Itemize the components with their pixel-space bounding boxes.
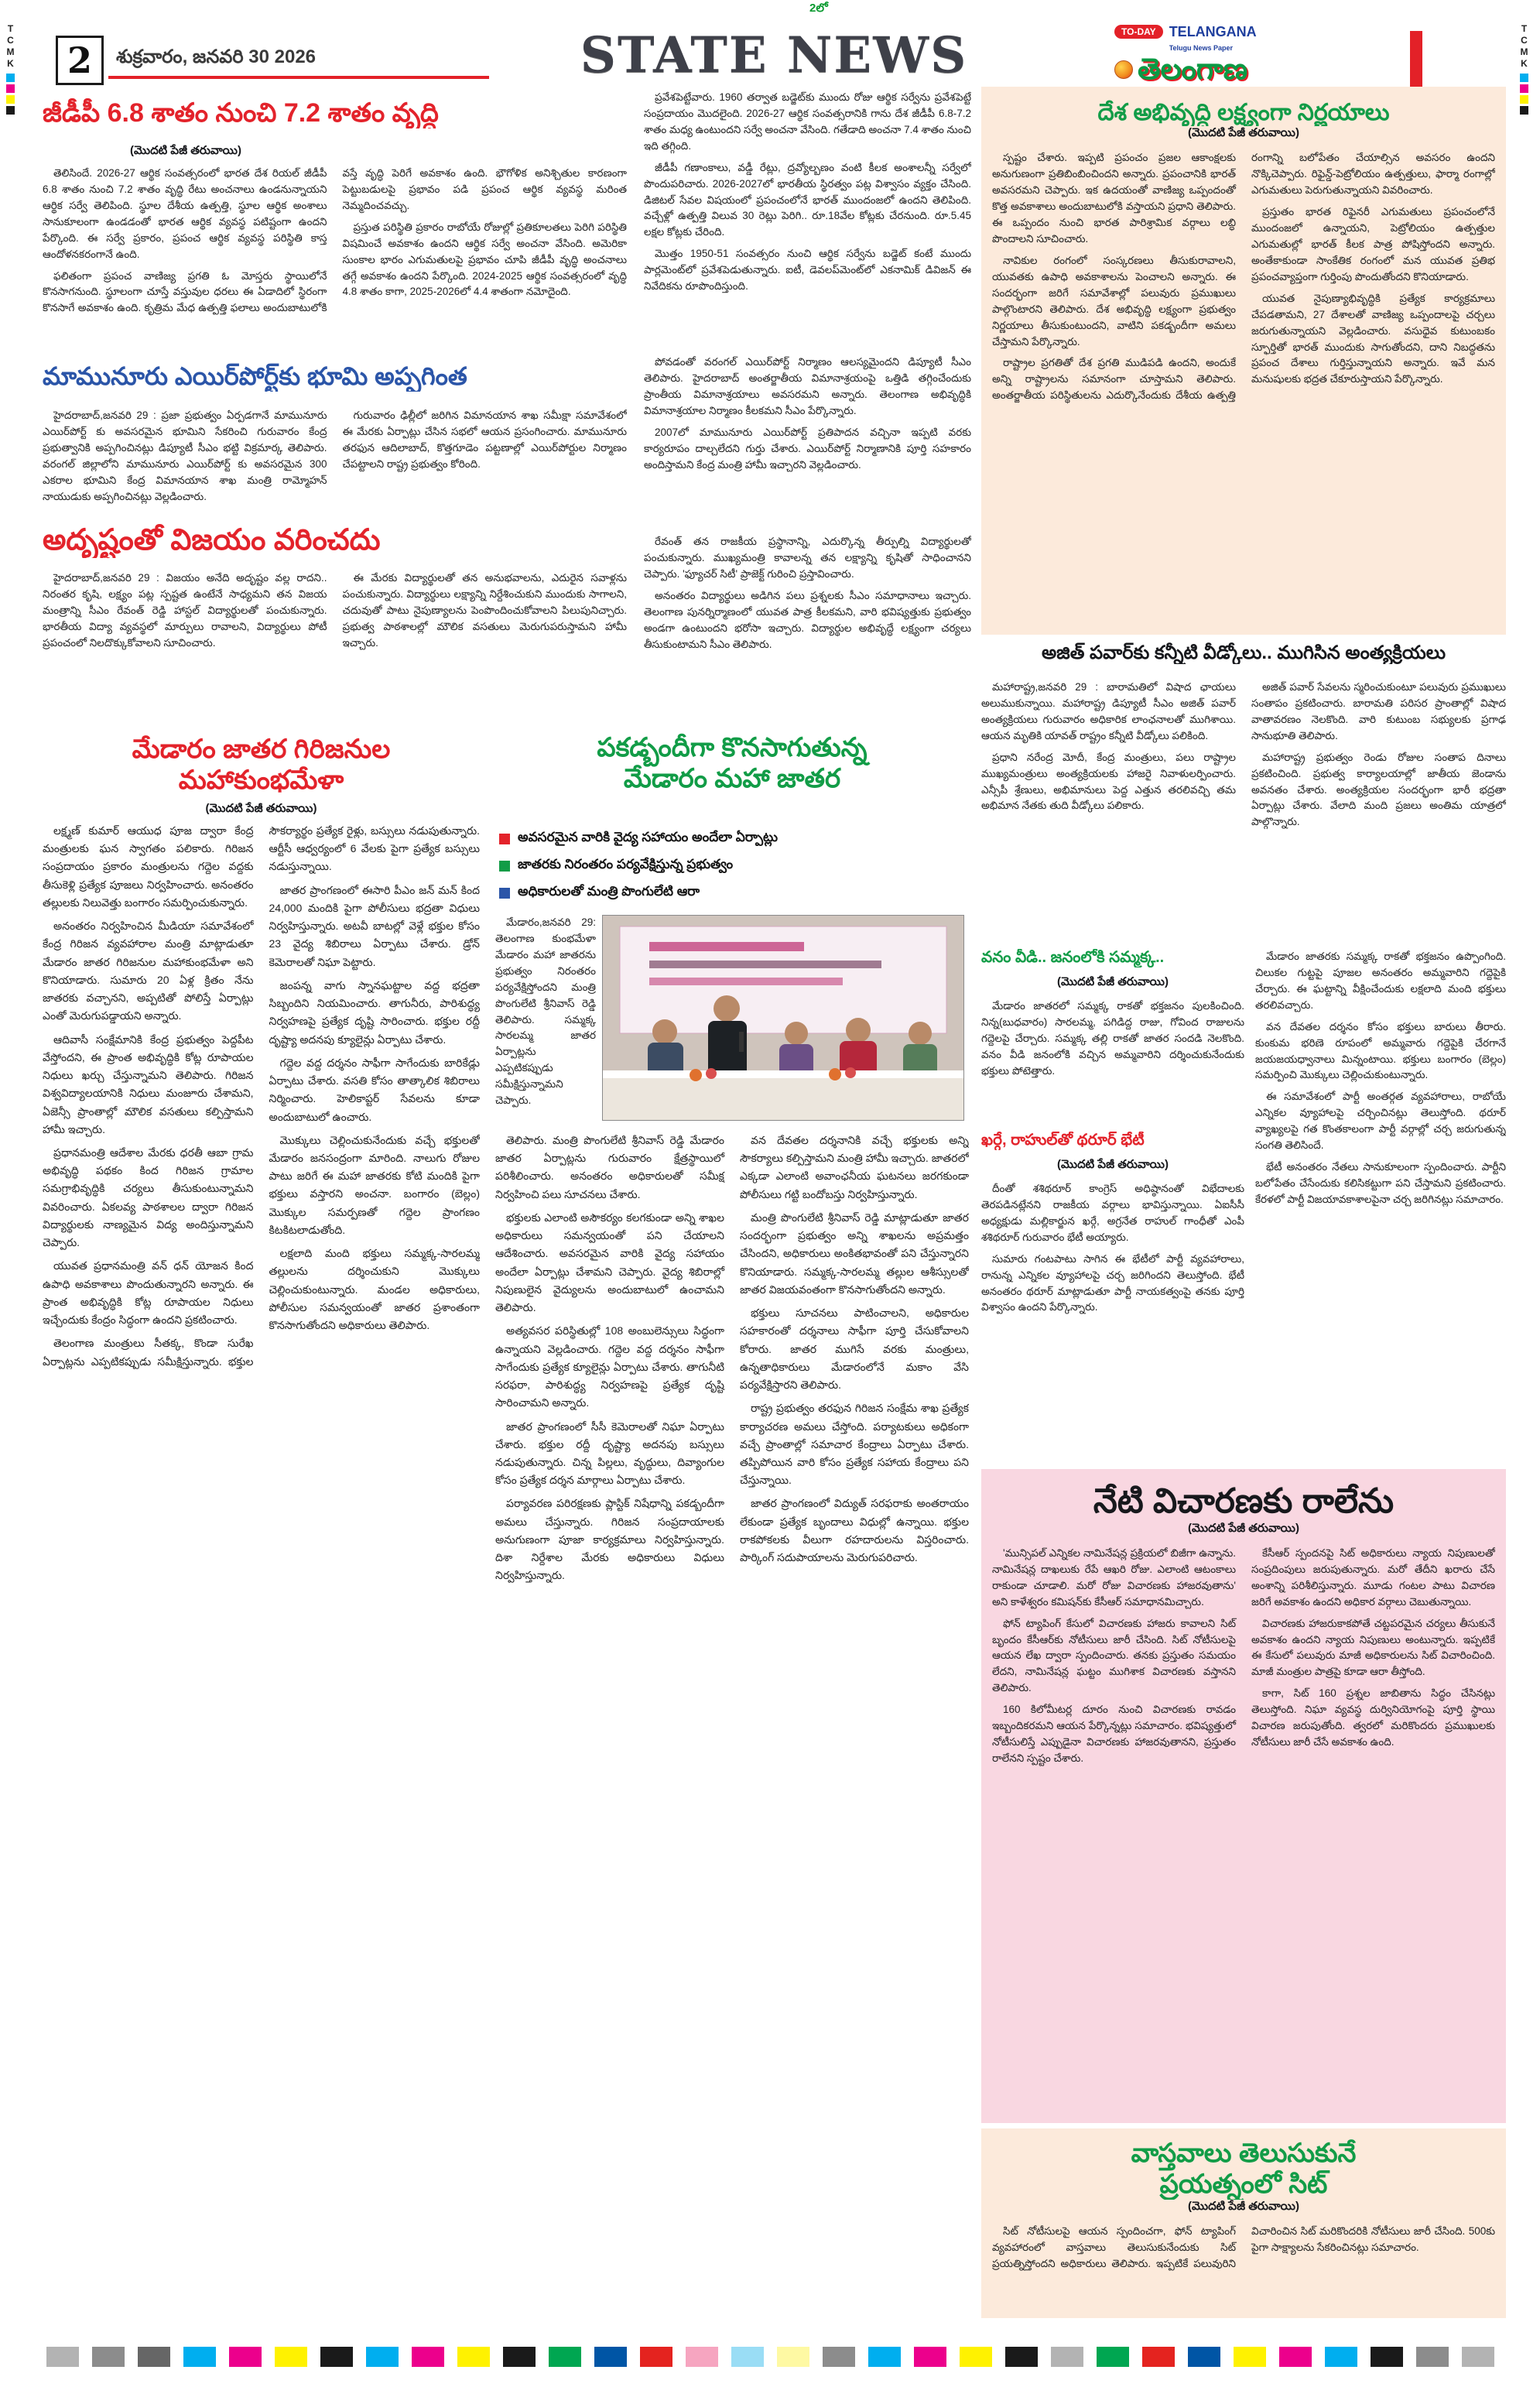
color-patch bbox=[549, 2347, 581, 2367]
color-patch bbox=[1520, 95, 1528, 104]
paragraph: ప్రధాని నరేంద్ర మోదీ, కేంద్ర మంత్రులు, పలు రాష్ట్రాల ముఖ్యమంత్రులు అంత్యక్రియలకు హాజరై నివాళులర్పించారు. ఎన్సీపీ శ్రేణులు, అభిమానులు పెద్ద ఎత్తున తరలివచ్చి తమ అభిమాన నేతకు తుది వీడ్కోలు పలికారు. bbox=[981, 751, 1236, 812]
paragraph: తెలంగాణ మంత్రులు సీతక్క, కొండా సురేఖ ఏర్పాట్లను ఎప్పటికప్పుడు సమీక్షిస్తున్నారు. భక్తుల సౌకర్యార్థం ప్రత్యేక రైళ్లు, బస్సులు నడుపుతున్నారు. ఆర్టీసీ ఆధ్వర్యంలో 6 వేలకు పైగా ప్రత్యేక బస్సులు నడుస్తున్నాయి. bbox=[43, 824, 480, 1368]
edge-letter: M bbox=[1520, 46, 1528, 57]
color-patch bbox=[1520, 84, 1528, 93]
color-patch bbox=[823, 2347, 855, 2367]
paragraph: గురువారం ఢిల్లీలో జరిగిన విమానయాన శాఖ సమీక్షా సమావేశంలో ఈ మేరకు ఏర్పాట్లు చేసిన సభలో ఆయన ప్రసంగించారు. మామునూరు తరఫున ఆదిలాబాద్, కొత్తగూడెం పట్టణాల్లో ఎయిర్‌పోర్టుల నిర్మాణం చేపట్టాలని రాష్ట్ర ప్రభుత్వం కోరింది. bbox=[342, 409, 627, 470]
vasthavalu-body bbox=[992, 2224, 1495, 2309]
paragraph: లక్ష్మణ్ కుమార్ ఆయుధ పూజ ద్వారా కేంద్ర మంత్రులకు ఘన స్వాగతం పలికారు. గిరిజన సంప్రదాయం ప్రకారం మంత్రులను గద్దెల వద్దకు తీసుకెళ్లి ప్రత్యేక పూజలు నిర్వహించారు. అనంతరం తల్లులకు నిలువెత్తు బంగారం సమర్పించుకున్నారు. bbox=[43, 824, 254, 909]
paragraph: జాతర ప్రాంగణంలో ఈసారి పీఎం జన్ మన్ కింద 24,000 మందికి పైగా పోలీసులు భద్రతా విధులు నిర్వహిస్తున్నారు. అటవీ బాటల్లో వెళ్లే భక్తుల కోసం 23 వైద్య శిబిరాలు ఏర్పాటు చేశారు. డ్రోన్ కెమెరాలతో నిఘా పెట్టారు. bbox=[269, 883, 480, 968]
pakadbandi-headline bbox=[495, 732, 969, 794]
medaram-headline-line2: మహాకుంభమేళా bbox=[178, 765, 344, 796]
adrushtam-body bbox=[43, 570, 627, 724]
neti-body bbox=[992, 1546, 1495, 2111]
pakadbandi-bullets bbox=[499, 830, 967, 911]
color-patch bbox=[412, 2347, 444, 2367]
paragraph: భక్తులకు ఎలాంటి అసౌకర్యం కలగకుండా అన్ని శాఖల అధికారులు సమన్వయంతో పని చేయాలని ఆదేశించారు. అవసరమైన వారికి వైద్య సహాయం అందేలా ఏర్పాట్లు చేశామని చెప్పారు. వైద్య శిబిరాల్లో నిపుణులైన వైద్యులను అందుబాటులో ఉంచామని తెలిపారు. bbox=[495, 1211, 724, 1314]
color-patch bbox=[6, 95, 15, 104]
adrushtam-body-column3 bbox=[644, 534, 971, 725]
color-patch bbox=[594, 2347, 627, 2367]
desha-headline: దేశ అభివృద్ధి లక్ష్యంగా నిర్ణయాలు bbox=[1097, 100, 1390, 125]
paragraph: మేడారం జాతరలో సమ్మక్క రాకతో భక్తజనం పులకించింది. నిన్న(బుధవారం) సారలమ్మ, పగిడిద్ద రాజు, గోవింద రాజులను గద్దెలపై చేర్చారు. సమ్మక్క తల్లి రాకతో జాతర సందడి నెలకొంది. వనం వీడి జనంలోకి వచ్చిన అమ్మవారిని దర్శించుకునేందుకు భక్తులు పోటెత్తారు. bbox=[981, 1000, 1244, 1077]
top-print-mark: 2లో bbox=[809, 2, 828, 15]
paragraph: మహారాష్ట్ర,జనవరి 29 : బారామతిలో విషాద ఛాయలు అలుముకున్నాయి. మహారాష్ట్ర డిప్యూటీ సీఎం అజిత్ పవార్ అంత్యక్రియలు గురువారం అధికారిక లాంఛనాలతో ముగిశాయి. ఆయన మృతికి యావత్ రాష్ట్రం కన్నీటి వీడ్కోలు పలికింది. bbox=[981, 681, 1236, 741]
color-patch bbox=[503, 2347, 536, 2367]
article-desha-box bbox=[981, 87, 1506, 635]
color-patch bbox=[777, 2347, 809, 2367]
section-title: STATE NEWS bbox=[580, 26, 968, 84]
desha-byline: (మొదటి పేజీ తరువాయి) bbox=[1188, 126, 1299, 140]
color-patch bbox=[686, 2347, 718, 2367]
brand-name: తెలంగాణ bbox=[1138, 53, 1248, 86]
bottom-color-bar bbox=[46, 2347, 1498, 2367]
masthead-logo bbox=[1114, 25, 1405, 93]
edge-letter: M bbox=[6, 46, 15, 57]
paragraph: ప్రధానమంత్రి ఆదేశాల మేరకు ధరతీ ఆబా గ్రామ అభివృద్ధి పథకం కింద గిరిజన గ్రామాల సమగ్రాభివృద్ధికి చర్యలు తీసుకుంటున్నామని వివరించారు. ఏకలవ్య పాఠశాలల ద్వారా గిరిజన విద్యార్థులకు నాణ్యమైన విద్య అందిస్తున్నామని చెప్పారు. bbox=[43, 1146, 254, 1249]
bullet-label: జాతరకు నిరంతరం పర్యవేక్షిస్తున్న ప్రభుత్వం bbox=[518, 857, 734, 872]
paragraph: స్పష్టం చేశారు. ఇప్పటి ప్రపంచం ప్రజల ఆకాంక్షలకు అనుగుణంగా ప్రతిబింబించిందని అన్నారు. ప్రపంచానికి భారత్ అవసరమని చెప్పారు. ఇక ఉదయంతో వాణిజ్య ఒప్పందంతో కొత్త అవకాశాలు అందుబాటులోకి వస్తాయని ప్రధాని తెలిపారు. ఈ ఒప్పందం నుంచి భారత పారిశ్రామిక వర్గాలు లబ్ధి పొందాలని సూచించారు. bbox=[992, 152, 1236, 245]
color-patch bbox=[1520, 106, 1528, 115]
vasthavalu-byline: (మొదటి పేజీ తరువాయి) bbox=[1188, 2200, 1299, 2214]
logo-brand-row bbox=[1114, 55, 1405, 84]
color-patch bbox=[1416, 2347, 1449, 2367]
paragraph: జాతర ప్రాంగణంలో విద్యుత్ సరఫరాకు అంతరాయం లేకుండా ప్రత్యేక బృందాలు విధుల్లో ఉన్నాయి. భక్తుల రాకపోకలకు వీలుగా రహదారులను విస్తరించారు. పార్కింగ్ సదుపాయాలను మెరుగుపరిచారు. bbox=[740, 1497, 969, 1564]
paragraph: భక్తులు సూచనలు పాటించాలని, అధికారుల సహకారంతో దర్శనాలు సాఫీగా పూర్తి చేసుకోవాలని కోరారు. జాతర ముగిసే వరకు మంత్రులు, ఉన్నతాధికారులు మేడారంలోనే మకాం వేసి పర్యవేక్షిస్తారని తెలిపారు. bbox=[740, 1307, 969, 1392]
paragraph: గద్దెల వద్ద దర్శనం సాఫీగా సాగేందుకు బారికేడ్లు ఏర్పాటు చేశారు. వసతి కోసం తాత్కాలిక శిబిరాలు నిర్మించారు. హెలికాప్టర్ సేవలను కూడా అందుబాటులో ఉంచారు. bbox=[269, 1056, 480, 1123]
logo-red-bar bbox=[1410, 31, 1422, 90]
color-patch bbox=[960, 2347, 992, 2367]
medaram-headline-line1: మేడారం జాతర గిరిజనుల bbox=[132, 735, 391, 764]
bullet-item bbox=[499, 857, 967, 875]
paragraph: రాష్ట్రాల ప్రగతితో దేశ ప్రగతి ముడిపడి ఉందని, అందుకే అన్ని రాష్ట్రాలను సమానంగా చూస్తామని తెలిపారు. అంతర్జాతీయ పరిస్థితులను ఎదుర్కొనేందుకు దేశీయ ఉత్పత్తి రంగాన్ని బలోపేతం చేయాల్సిన అవసరం ఉందని నొక్కిచెప్పారు. రిఫైన్డ్-పెట్రోలియం ఉత్పత్తులు, ఫార్మా రంగాల్లో ఎగుమతులు పెరుగుతున్నాయని వివరించారు. bbox=[992, 152, 1495, 402]
bullet-label: అవసరమైన వారికి వైద్య సహాయం అందేలా ఏర్పాట్లు bbox=[518, 830, 779, 844]
bullet-square-icon bbox=[499, 888, 510, 899]
paragraph: ఈ సమావేశంలో పార్టీ అంతర్గత వ్యవహారాలు, రాబోయే ఎన్నికల వ్యూహాలపై చర్చించినట్లు తెలుస్తోంది. థరూర్ వ్యాఖ్యలపై గత కొంతకాలంగా పార్టీ వర్గాల్లో చర్చ జరుగుతున్న సంగతి తెలిసిందే. bbox=[1255, 1091, 1506, 1152]
date-underline bbox=[108, 76, 489, 79]
color-patch bbox=[1520, 74, 1528, 82]
color-patch bbox=[1325, 2347, 1357, 2367]
color-patch bbox=[6, 84, 15, 93]
right-continuation-column bbox=[1255, 949, 1506, 1463]
mamunuru-body-column3 bbox=[644, 354, 971, 519]
pakadbandi-lead bbox=[495, 915, 596, 1121]
mamunuru-headline: మామునూరు ఎయిర్‌పోర్ట్‌కు భూమి అప్పగింత bbox=[43, 362, 467, 390]
color-patch bbox=[46, 2347, 79, 2367]
color-patch bbox=[6, 106, 15, 115]
color-patch bbox=[275, 2347, 307, 2367]
paragraph: జీడీపీ గణాంకాలు, వడ్డీ రేట్లు, ద్రవ్యోల్బణం వంటి కీలక అంశాలన్నీ సర్వేలో పొందుపరిచారు. 2026-2027లో భారతీయ స్థిరత్వం పట్ల విశ్వాసం వ్యక్తం చేసింది. డిజిటల్ సేవల విషయంలో ప్రపంచంలోనే భారత్ ముందంజలో ఉందని తెలిపింది. వచ్చేళ్లో ఉత్పత్తి విలువ 30 రెట్లు పెరిగి.. రూ.18వేల కోట్లకు చేరనుంది. రూ.5.45 లక్షల కోట్లకు చేరింది. bbox=[644, 161, 971, 238]
color-patch bbox=[1142, 2347, 1175, 2367]
kharge-headline: ఖర్గే, రాహుల్‌తో థరూర్ భేటీ bbox=[981, 1132, 1145, 1149]
vanam-headline: వనం వీడి.. జనంలోకి సమ్మక్క.. bbox=[981, 949, 1165, 966]
edge-color-swatches bbox=[1520, 74, 1528, 115]
paragraph: హైదరాబాద్,జనవరి 29 : విజయం అనేది అదృష్టం వల్ల రాదని.. నిరంతర కృషి, లక్ష్యం పట్ల స్పష్టత ఉంటేనే సాధ్యమని తన విజయ మంత్రాన్ని సీఎం రేవంత్ రెడ్డి హాస్టల్ విద్యార్థులతో పంచుకున్నారు. భారతీయ విద్యా వ్యవస్థలో మార్పులు రావాలని, విద్యార్థులు పోటీ ప్రపంచంలో నిలదొక్కుకోవాలని సూచించారు. bbox=[43, 572, 327, 649]
color-patch bbox=[914, 2347, 946, 2367]
edge-letter: C bbox=[7, 35, 14, 46]
edge-color-swatches bbox=[6, 74, 15, 115]
paragraph: ప్రస్తుతం భారత రిఫైనరీ ఎగుమతులు ప్రపంచంలోనే ముందంజలో ఉన్నాయని, పెట్రోలియం ఉత్పత్తుల ఎగుమతుల్లో భారత్ కీలక పాత్ర పోషిస్తోందని అన్నారు. అంతేకాకుండా సాంకేతిక రంగంలో మన యువత ప్రతిభ ప్రపంచవ్యాప్తంగా గుర్తింపు పొందుతోందని కొనియాడారు. bbox=[1251, 206, 1495, 283]
logo-state-text: TELANGANA bbox=[1169, 24, 1257, 39]
paragraph: జంపన్న వాగు స్నానఘట్టాల వద్ద భద్రతా సిబ్బందిని నియమించారు. తాగునీరు, పారిశుద్ధ్య నిర్వహణపై ప్రత్యేక దృష్టి సారించారు. భక్తుల రద్దీ దృష్ట్యా అదనపు క్యూలైన్లు ఏర్పాటు చేశారు. bbox=[269, 978, 480, 1046]
edge-letter: K bbox=[7, 58, 14, 69]
paragraph: అజిత్ పవార్ సేవలను స్మరించుకుంటూ పలువురు ప్రముఖులు సంతాపం ప్రకటించారు. బారామతి పరిసర ప్రాంతాల్లో విషాద వాతావరణం నెలకొంది. వారి కుటుంబ సభ్యులకు ప్రగాఢ సానుభూతి తెలిపారు. bbox=[1251, 681, 1506, 741]
page-number: 2 bbox=[56, 36, 104, 85]
pakadbandi-headline-line1: పకడ్బందీగా కొనసాగుతున్న bbox=[597, 733, 868, 762]
paragraph: మహారాష్ట్ర ప్రభుత్వం రెండు రోజుల సంతాప దినాలు ప్రకటించింది. ప్రభుత్వ కార్యాలయాల్లో జాతీయ జెండాను అవనతం చేశారు. అంత్యక్రియల సందర్భంగా భారీ భద్రతా ఏర్పాట్లు చేశారు. వేలాది మంది ప్రజలు అంతిమ యాత్రలో పాల్గొన్నారు. bbox=[1251, 751, 1506, 828]
paragraph: ఫలితంగా ప్రపంచ వాణిజ్య ప్రగతి ఓ మోస్తరు స్థాయిలోనే కొనసాగనుంది. స్థూలంగా చూస్తే వస్తువుల ధరలు ఈ ఏడాదిలో స్థిరంగా కొనసాగే అవకాశం ఉంది. కృత్రిమ మేధ ఉత్పత్తి ఫలాలు అందుబాటులోకి వస్తే వృద్ధి పెరిగే అవకాశం ఉంది. భౌగోళిక అనిశ్చితుల కారణంగా పెట్టుబడులపై ప్రభావం పడి ప్రపంచ ఆర్థిక వ్యవస్థ మరింత నెమ్మదించవచ్చు. bbox=[43, 167, 627, 314]
medaram-headline bbox=[43, 734, 480, 796]
kharge-body bbox=[981, 1181, 1244, 1461]
paragraph: ఆదివాసీ సంక్షేమానికి కేంద్ర ప్రభుత్వం పెద్దపీట వేస్తోందని, ఈ ప్రాంత అభివృద్ధికి కోట్ల రూపాయల నిధులు ఖర్చు చేస్తున్నామని తెలిపారు. గిరిజన విశ్వవిద్యాలయానికి నిధులు మంజూరు చేశామని, ఏజెన్సీ ప్రాంతాల్లో మౌలిక వసతులు కల్పిస్తామని హామీ ఇచ్చారు. bbox=[43, 1033, 254, 1135]
print-edge-marks-right bbox=[1520, 23, 1528, 115]
logo-subtitle: Telugu News Paper bbox=[1169, 44, 1234, 52]
color-patch bbox=[731, 2347, 764, 2367]
mamunuru-body bbox=[43, 408, 627, 519]
vanam-byline: (మొదటి పేజీ తరువాయి) bbox=[1057, 975, 1169, 988]
color-patch bbox=[868, 2347, 901, 2367]
paragraph: రేవంత్ తన రాజకీయ ప్రస్థానాన్ని, ఎదుర్కొన్న తీర్పుల్ని విద్యార్థులతో పంచుకున్నారు. ముఖ్యమంత్రి కావాలన్న తన లక్ష్యాన్ని కృషితో సాధించానని చెప్పారు. 'ఫ్యూచర్ సిటీ' ప్రాజెక్ట్ గురించి ప్రస్తావించారు. bbox=[644, 536, 971, 580]
paragraph: తెలిపారు. మంత్రి పొంగులేటి శ్రీనివాస్ రెడ్డి మేడారం జాతర ఏర్పాట్లను గురువారం క్షేత్రస్థాయిలో పరిశీలించారు. అనంతరం అధికారులతో సమీక్ష నిర్వహించి పలు సూచనలు చేశారు. bbox=[495, 1134, 724, 1200]
color-patch bbox=[1462, 2347, 1494, 2367]
color-patch bbox=[1005, 2347, 1038, 2367]
paragraph: తెలిసిందే. 2026-27 ఆర్థిక సంవత్సరంలో భారత దేశ రియల్ జీడీపీ 6.8 శాతం నుంచి 7.2 శాతం వృద్ధి రేటు అంచనాలు ఉండనున్నాయని ఆర్థిక సర్వే తెలిపింది. స్థూల దేశీయ ఉత్పత్తి, స్థూల ఆర్థిక అంశాలు సానుకూలంగా ఉండడంతో భారత ఆర్థిక వ్యవస్థ పటిష్టంగా ఉందని పేర్కొంది. ఈ సర్వే ప్రకారం, ప్రపంచ ఆర్థిక వ్యవస్థ పరిస్థితి కాస్త ఆందోళనకరంగానే ఉంది. bbox=[43, 167, 327, 260]
paragraph: హైదరాబాద్,జనవరి 29 : ప్రజా ప్రభుత్వం ఏర్పడగానే మామునూరు ఎయిర్‌పోర్ట్ కు అవసరమైన భూమిని సేకరించి గురువారం కేంద్ర ప్రభుత్వానికి అప్పగించినట్లు డిప్యూటీ సీఎం భట్టి విక్రమార్క తెలిపారు. వరంగల్ జిల్లాలోని మామునూరు ఎయిర్‌పోర్ట్ కు అవసరమైన 300 ఎకరాల భూమిని కేంద్ర విమానయాన శాఖ మంత్రి రామ్మోహన్ నాయుడుకు అప్పగించినట్లు వెల్లడించారు. bbox=[43, 409, 327, 502]
edge-letter: T bbox=[1521, 23, 1528, 34]
paragraph: యువత ప్రధానమంత్రి వన్ ధన్ యోజన కింద ఉపాధి అవకాశాలు పొందుతున్నారని అన్నారు. ఈ ప్రాంత అభివృద్ధికి కోట్ల రూపాయల నిధులు ఇచ్చేందుకు కేంద్రం సిద్ధంగా ఉందని ప్రకటించారు. bbox=[43, 1259, 254, 1327]
paragraph: 160 కిలోమీటర్ల దూరం నుంచి విచారణకు రావడం ఇబ్బందికరమని ఆయన పేర్కొన్నట్లు సమాచారం. భవిష్యత్తులో నోటీసులిస్తే ఎప్పుడైనా విచారణకు హాజరవుతానని, ప్రస్తుతం రాలేనని స్పష్టం చేశారు. bbox=[992, 1704, 1236, 1764]
vasthavalu-headline-line1: వాస్తవాలు తెలుసుకునే bbox=[1131, 2139, 1357, 2168]
edge-letter: T bbox=[7, 23, 14, 34]
bullet-square-icon bbox=[499, 834, 510, 844]
pakadbandi-headline-line2: మేడారం మహా జాతర bbox=[623, 764, 841, 794]
paragraph: సిట్ నోటీసులపై ఆయన స్పందించగా, ఫోన్ ట్యాపింగ్ వ్యవహారంలో వాస్తవాలు తెలుసుకునేందుకు సిట్ ప్రయత్నిస్తోందని అధికారులు తెలిపారు. ఇప్పటికే పలువురిని విచారించిన సిట్ మరికొందరికి నోటీసులు జారీ చేసింది. 500కు పైగా సాక్ష్యాలను సేకరించినట్లు సమాచారం. bbox=[992, 2225, 1495, 2270]
gdp-body bbox=[43, 166, 627, 350]
color-patch bbox=[1279, 2347, 1312, 2367]
medaram-byline: (మొదటి పేజీ తరువాయి) bbox=[205, 802, 317, 815]
desha-body bbox=[992, 150, 1495, 622]
color-patch bbox=[92, 2347, 125, 2367]
bullet-label: అధికారులతో మంత్రి పొంగులేటి ఆరా bbox=[518, 884, 700, 899]
today-chip: TO-DAY bbox=[1114, 25, 1163, 39]
paragraph: 2007లో మామునూరు ఎయిర్‌పోర్ట్ ప్రతిపాదన వచ్చినా ఇప్పటి వరకు కార్యరూపం దాల్చలేదని గుర్తు చేశారు. ఎయిర్‌పోర్ట్ నిర్మాణానికి పూర్తి సహకారం అందిస్తామని కేంద్ర మంత్రి హామీ ఇచ్చారని వెల్లడించారు. bbox=[644, 426, 971, 471]
paragraph: యువత నైపుణ్యాభివృద్ధికి ప్రత్యేక కార్యక్రమాలు చేపడతామని, 27 దేశాలతో వాణిజ్య ఒప్పందాలపై చర్చలు జరుగుతున్నాయని వెల్లడించారు. వసుధైవ కుటుంబకం స్ఫూర్తితో భారత్ ముందుకు సాగుతోందని, దాని నిబద్ధతను ప్రపంచ దేశాలు గుర్తిస్తున్నాయని అన్నారు. ఇవే మన మనుషులకు భద్రత చేకూరుస్తాయని పేర్కొన్నారు. bbox=[1251, 292, 1495, 385]
paragraph: నావికుల రంగంలో సంస్కరణలు తీసుకురావాలని, యువతకు ఉపాధి అవకాశాలను పెంచాలని అన్నారు. ఈ సందర్భంగా జరిగే సమావేశాల్లో పలువురు ప్రముఖులు పాల్గొంటారని తెలిపారు. దేశ అభివృద్ధి లక్ష్యంగా ప్రభుత్వం నిర్ణయాలు తీసుకుంటుందని, వాటిని పకడ్బందీగా అమలు చేస్తామని పేర్కొన్నారు. bbox=[992, 254, 1236, 348]
color-patch bbox=[1097, 2347, 1129, 2367]
paragraph: దీంతో శశిథరూర్ కాంగ్రెస్ అధిష్ఠానంతో విభేదాలకు తెరపడినట్లేనని రాజకీయ వర్గాలు భావిస్తున్నాయి. ఏఐసీసీ అధ్యక్షుడు మల్లికార్జున ఖర్గే, అగ్రనేత రాహుల్ గాంధీతో ఎంపీ శశిథరూర్ గురువారం భేటీ అయ్యారు. bbox=[981, 1183, 1244, 1243]
ajit-headline: అజిత్ పవార్‌కు కన్నీటి వీడ్కోలు.. ముగిసిన అంత్యక్రియలు bbox=[1041, 642, 1446, 663]
paragraph: పర్యావరణ పరిరక్షణకు ప్లాస్టిక్ నిషేధాన్ని పకడ్బందీగా అమలు చేస్తున్నారు. గిరిజన సంప్రదాయాలకు అనుగుణంగా పూజా కార్యక్రమాలు నిర్వహిస్తున్నారు. దిశా నిర్దేశాల మేరకు అధికారులు విధులు నిర్వహిస్తున్నారు. bbox=[495, 1497, 724, 1582]
color-patch bbox=[138, 2347, 170, 2367]
paragraph: కేసీఆర్ స్పందనపై సిట్ అధికారులు న్యాయ నిపుణులతో సంప్రదింపులు జరుపుతున్నారు. మరో తేదీని ఖరారు చేసే అంశాన్ని పరిశీలిస్తున్నారు. మూడు గంటల పాటు విచారణ జరిగే అవకాశం ఉందని అధికార వర్గాలు చెబుతున్నాయి. bbox=[1251, 1546, 1495, 1608]
paragraph: రాష్ట్ర ప్రభుత్వం తరఫున గిరిజన సంక్షేమ శాఖ ప్రత్యేక కార్యాచరణ అమలు చేస్తోంది. పర్యాటకులు అధికంగా వచ్చే ప్రాంతాల్లో సమాచార కేంద్రాలు ఏర్పాటు చేశారు. తప్పిపోయిన వారి కోసం ప్రత్యేక సహాయ కేంద్రాలు పని చేస్తున్నాయి. bbox=[740, 1402, 969, 1487]
paragraph: మొక్కులు చెల్లించుకునేందుకు వచ్చే భక్తులతో మేడారం జనసంద్రంగా మారింది. నాలుగు రోజుల పాటు జరిగే ఈ మహా జాతరకు కోటి మందికి పైగా భక్తులు వస్తారని అంచనా. బంగారం (బెల్లం) మొక్కుల సమర్పణతో గద్దెల ప్రాంగణం కిటకిటలాడుతోంది. bbox=[269, 1133, 480, 1236]
paragraph: మంత్రి పొంగులేటి శ్రీనివాస్ రెడ్డి మాట్లాడుతూ జాతర సందర్భంగా ప్రభుత్వం అన్ని శాఖలను అప్రమత్తం చేసిందని, అధికారులు అంకితభావంతో పని చేస్తున్నారని కొనియాడారు. సమ్మక్క-సారలమ్మ తల్లుల ఆశీస్సులతో జాతర విజయవంతంగా కొనసాగుతోందని అన్నారు. bbox=[740, 1211, 969, 1296]
paragraph: ఈ మేరకు విద్యార్థులతో తన అనుభవాలను, ఎదురైన సవాళ్లను పంచుకున్నారు. విద్యార్థులు లక్ష్యాన్ని నిర్దేశించుకుని ముందుకు సాగాలని, చదువుతో పాటు నైపుణ్యాలను పెంపొందించుకోవాలని పిలుపునిచ్చారు. ప్రభుత్వ పాఠశాలల్లో మౌలిక వసతులు మెరుగుపరుస్తామని హామీ ఇచ్చారు. bbox=[342, 572, 627, 649]
neti-byline: (మొదటి పేజీ తరువాయి) bbox=[1188, 1521, 1299, 1535]
neti-headline: నేటి విచారణకు రాలేను bbox=[1093, 1482, 1395, 1520]
paragraph: 'మున్సిపల్ ఎన్నికల నామినేషన్ల ప్రక్రియలో బిజీగా ఉన్నాను. నామినేషన్ల దాఖలుకు రేపే ఆఖరి రోజు. ఎలాంటి ఆటంకాలు రాకుండా చూడాలి. మరో రోజు విచారణకు హాజరవుతాను' అని కాళేశ్వరం కమిషన్‌కు కేసీఆర్ సమాధానమిచ్చారు. bbox=[992, 1546, 1236, 1608]
article-vasthavalu-box bbox=[981, 2128, 1506, 2318]
color-patch bbox=[1371, 2347, 1403, 2367]
adrushtam-headline: అదృష్టంతో విజయం వరించదు bbox=[43, 524, 381, 557]
vanam-body bbox=[981, 998, 1244, 1116]
color-patch bbox=[640, 2347, 672, 2367]
edge-letter: C bbox=[1521, 35, 1528, 46]
paragraph: వన దేవతల దర్శనం కోసం భక్తులు బారులు తీరారు. కుంకుమ భరిణె రూపంలో అమ్మవారు గద్దెపైకి చేరగానే జయజయధ్వానాలు మిన్నంటాయి. భక్తులు బంగారం (బెల్లం) సమర్పించి మొక్కులు చెల్లించుకుంటున్నారు. bbox=[1255, 1020, 1506, 1081]
logo-top-row bbox=[1114, 25, 1405, 54]
photo-illustration bbox=[603, 916, 963, 1120]
medaram-body bbox=[43, 822, 480, 2308]
vasthavalu-headline-line2: ప్రయత్నంలో సిట్ bbox=[1159, 2170, 1328, 2200]
paragraph: జాతర ప్రాంగణంలో సీసీ కెమెరాలతో నిఘా ఏర్పాటు చేశారు. భక్తుల రద్దీ దృష్ట్యా అదనపు బస్సులు నడుపుతున్నారు. చిన్న పిల్లలు, వృద్ధులు, దివ్యాంగుల కోసం ప్రత్యేక దర్శన మార్గాలు ఏర్పాటు చేశారు. bbox=[495, 1420, 724, 1487]
paragraph: అనంతరం నిర్వహించిన మీడియా సమావేశంలో కేంద్ర గిరిజన వ్యవహారాల మంత్రి మాట్లాడుతూ మేడారం జాతర గిరిజనుల మహాకుంభమేళా అని కొనియాడారు. సుమారు 20 ఏళ్ల క్రితం నేను జాతరకు వచ్చానని, అప్పటితో పోలిస్తే ఏర్పాట్లు ఎంతో మెరుగుపడ్డాయని అన్నారు. bbox=[43, 920, 254, 1022]
bullet-item bbox=[499, 884, 967, 902]
color-patch bbox=[320, 2347, 353, 2367]
color-patch bbox=[366, 2347, 399, 2367]
gdp-byline: (మొదటి పేజీ తరువాయి) bbox=[130, 144, 241, 157]
color-patch bbox=[229, 2347, 262, 2367]
edge-letter: K bbox=[1521, 58, 1528, 69]
paragraph: భేటీ అనంతరం నేతలు సానుకూలంగా స్పందించారు. పార్టీని బలోపేతం చేసేందుకు కలిసికట్టుగా పని చేస్తామని ప్రకటించారు. కేరళలో పార్టీ విజయావకాశాలపైనా చర్చ జరిగినట్లు సమాచారం. bbox=[1255, 1161, 1506, 1205]
kharge-byline: (మొదటి పేజీ తరువాయి) bbox=[1057, 1158, 1169, 1171]
paragraph: ఫోన్ ట్యాపింగ్ కేసులో విచారణకు హాజరు కావాలని సిట్ బృందం కేసీఆర్‌కు నోటీసులు జారీ చేసింది. సిట్ నోటీసులపై ఆయన లేఖ ద్వారా స్పందించారు. తనకు ప్రస్తుతం సమయం లేదని, నామినేషన్ల ఘట్టం ముగిశాక విచారణకు వస్తానని తెలిపారు. bbox=[992, 1617, 1236, 1694]
print-edge-marks-left bbox=[6, 23, 15, 115]
color-patch bbox=[183, 2347, 216, 2367]
paragraph: లక్షలాది మంది భక్తులు సమ్మక్క-సారలమ్మ తల్లులను దర్శించుకుని మొక్కులు చెల్లించుకుంటున్నారు. మండల అధికారులు, పోలీసుల సమన్వయంతో జాతర ప్రశాంతంగా కొనసాగుతోందని అధికారులు తెలిపారు. bbox=[269, 1247, 480, 1332]
pakadbandi-body bbox=[495, 1132, 969, 2308]
bullet-item bbox=[499, 830, 967, 848]
color-patch bbox=[1188, 2347, 1220, 2367]
brand-globe-icon bbox=[1114, 60, 1133, 79]
paragraph: అనంతరం విద్యార్థులు అడిగిన పలు ప్రశ్నలకు సీఎం సమాధానాలు ఇచ్చారు. తెలంగాణ పునర్నిర్మాణంలో యువత పాత్ర కీలకమని, వారి భవిష్యత్తుకు ప్రభుత్వం అండగా ఉంటుందని భరోసా ఇచ్చారు. విద్యార్థుల అభివృద్ధే లక్ష్యంగా చర్యలు తీసుకుంటామని సీఎం తెలిపారు. bbox=[644, 589, 971, 650]
paragraph: ప్రవేశపెట్టేవారు. 1960 తర్వాత బడ్జెట్‌కు ముందు రోజు ఆర్థిక సర్వేను ప్రవేశపెట్టే సంప్రదాయం మొదలైంది. 2026-27 ఆర్థిక సంవత్సరానికి గాను దేశ జీడీపీ 6.8-7.2 శాతం మధ్య ఉంటుందని సర్వే అంచనా వేసింది. గతేడాది అంచనా 7.4 శాతం నుంచి ఇది తగ్గింది. bbox=[644, 91, 971, 152]
color-patch bbox=[1234, 2347, 1266, 2367]
gdp-body-column3 bbox=[644, 90, 971, 350]
gdp-headline: జీడీపీ 6.8 శాతం నుంచి 7.2 శాతం వృద్ధి bbox=[43, 98, 439, 128]
paragraph: పోవడంతో వరంగల్ ఎయిర్‌పోర్ట్ నిర్మాణం ఆలస్యమైందని డిప్యూటీ సీఎం తెలిపారు. హైదరాబాద్ అంతర్జాతీయ విమానాశ్రయంపై ఒత్తిడి తగ్గించేందుకు ప్రాంతీయ విమానాశ్రయాలు అవసరమని అన్నారు. తెలంగాణ అభివృద్ధికి విమానాశ్రయాల నిర్మాణం కీలకమని సీఎం పేర్కొన్నారు. bbox=[644, 356, 971, 416]
logo-state-block bbox=[1169, 25, 1257, 54]
paragraph: మేడారం జాతరకు సమ్మక్క రాకతో భక్తజనం ఉప్పొంగింది. చిలుకల గుట్టపై పూజల అనంతరం అమ్మవారిని గద్దెపైకి చేర్చారు. ఈ ఘట్టాన్ని వీక్షించేందుకు లక్షలాది మంది భక్తులు తరలివచ్చారు. bbox=[1255, 950, 1506, 1011]
vasthavalu-headline bbox=[992, 2138, 1495, 2200]
paragraph: విచారణకు హాజరుకాకపోతే చట్టపరమైన చర్యలు తీసుకునే అవకాశం ఉందని న్యాయ నిపుణులు అంటున్నారు. ఇప్పటికే ఈ కేసులో పలువురు మాజీ అధికారులను సిట్ విచారించింది. మాజీ మంత్రుల పాత్రపై కూడా ఆరా తీస్తోంది. bbox=[1251, 1617, 1495, 1678]
paragraph: కాగా, సిట్ 160 ప్రశ్నల జాబితాను సిద్ధం చేసినట్లు తెలుస్తోంది. నిఘా వ్యవస్థ దుర్వినియోగంపై పూర్తి స్థాయి విచారణ జరుపుతోంది. త్వరలో మరికొందరు ప్రముఖులకు నోటీసులు జారీ చేసే అవకాశం ఉంది. bbox=[1251, 1687, 1495, 1748]
color-patch bbox=[6, 74, 15, 82]
bullet-square-icon bbox=[499, 861, 510, 872]
edition-date: శుక్రవారం, జనవరి 30 2026 bbox=[116, 46, 317, 67]
paragraph: వన దేవతల దర్శనానికి వచ్చే భక్తులకు అన్ని సౌకర్యాలు కల్పిస్తామని మంత్రి హామీ ఇచ్చారు. జాతరలో ఎక్కడా ఎలాంటి అవాంఛనీయ ఘటనలు జరగకుండా పోలీసులు గట్టి బందోబస్తు నిర్వహిస్తున్నారు. bbox=[740, 1134, 969, 1200]
article-neti-box bbox=[981, 1469, 1506, 2123]
color-patch bbox=[457, 2347, 490, 2367]
color-patch bbox=[1051, 2347, 1083, 2367]
jatara-review-photo bbox=[602, 915, 964, 1121]
paragraph: ప్రస్తుత పరిస్థితి ప్రకారం రాబోయే రోజుల్లో ప్రతికూలతలు పెరిగి పరిస్థితి విషమించే అవకాశం ఉందని ఆర్థిక సర్వే అంచనా వేసింది. అమెరికా సుంకాల భారం ఎగుమతులపై ప్రభావం చూపి జీడీపీ వృద్ధి అంచనాలు తగ్గే అవకాశం ఉందని పేర్కొంది. 2024-2025 ఆర్థిక సంవత్సరంలో వృద్ధి 4.8 శాతం కాగా, 2025-2026లో 4.4 శాతంగా నమోదైంది. bbox=[342, 221, 627, 298]
ajit-body bbox=[981, 680, 1506, 913]
paragraph: సుమారు గంటపాటు సాగిన ఈ భేటీలో పార్టీ వ్యవహారాలు, రానున్న ఎన్నికల వ్యూహాలపై చర్చ జరిగిందని తెలుస్తోంది. భేటీ అనంతరం థరూర్ మాట్లాడుతూ పార్టీ నాయకత్వంపై తనకు పూర్తి విశ్వాసం ఉందని పేర్కొన్నారు. bbox=[981, 1252, 1244, 1313]
paragraph: మొత్తం 1950-51 సంవత్సరం నుంచి ఆర్థిక సర్వేను బడ్జెట్ కంటే ముందు పార్లమెంట్‌లో ప్రవేశపెడుతున్నారు. ఐటీ, డెవలప్‌మెంట్‌లో ఎకనామిక్ డివిజన్ ఈ నివేదికను రూపొందిస్తుంది. bbox=[644, 248, 971, 293]
paragraph: మేడారం,జనవరి 29: తెలంగాణ కుంభమేళా మేడారం మహా జాతరను ప్రభుత్వం నిరంతరం పర్యవేక్షిస్తోందని మంత్రి పొంగులేటి శ్రీనివాస్ రెడ్డి తెలిపారు. సమ్మక్క సారలమ్మ జాతర ఏర్పాట్లను ఎప్పటికప్పుడు సమీక్షిస్తున్నామని చెప్పారు. bbox=[495, 916, 596, 1107]
paragraph: అత్యవసర పరిస్థితుల్లో 108 అంబులెన్సులు సిద్ధంగా ఉన్నాయని వెల్లడించారు. గద్దెల వద్ద దర్శనం సాఫీగా సాగేందుకు ప్రత్యేక క్యూలైన్లు ఏర్పాటు చేశారు. తాగునీటి సరఫరా, పారిశుద్ధ్య నిర్వహణపై ప్రత్యేక దృష్టి సారించామని అన్నారు. bbox=[495, 1324, 724, 1409]
